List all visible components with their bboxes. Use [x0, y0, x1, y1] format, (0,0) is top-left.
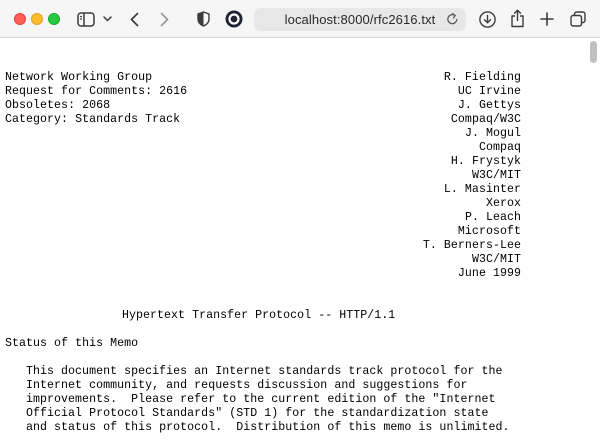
share-button[interactable] [508, 8, 526, 28]
shield-icon [197, 11, 210, 27]
privacy-report-button[interactable] [195, 10, 211, 28]
header-right-line: Microsoft [457, 225, 521, 238]
paragraph-line: and status of this protocol. Distribution of this memo is unlimited. [26, 421, 510, 434]
extension-button[interactable] [224, 9, 244, 29]
header-right-line: W3C/MIT [471, 169, 521, 182]
reload-icon [446, 12, 459, 26]
tab-overview-icon [570, 11, 586, 27]
paragraph-line: Internet community, and requests discussion and suggestions for [26, 379, 468, 392]
url-text: localhost:8000/rfc2616.txt [284, 12, 436, 27]
header-right-line: UC Irvine [457, 85, 521, 98]
chevron-down-icon [103, 16, 112, 22]
browser-toolbar [0, 0, 600, 38]
header-left-line: Obsoletes: 2068 [5, 99, 111, 112]
new-tab-button[interactable] [538, 10, 556, 28]
downloads-button[interactable] [478, 10, 496, 28]
plus-icon [540, 12, 554, 26]
share-icon [510, 9, 525, 28]
header-right-line: J. Mogul [464, 127, 521, 140]
header-right-line: W3C/MIT [471, 253, 521, 266]
zoom-window-button[interactable] [48, 13, 60, 25]
header-right-line: P. Leach [464, 211, 521, 224]
close-window-button[interactable] [14, 13, 26, 25]
document-viewport[interactable] [0, 39, 586, 442]
header-right-line: T. Berners-Lee [422, 239, 521, 252]
header-right-line: H. Frystyk [450, 155, 521, 168]
address-bar[interactable] [254, 8, 466, 31]
paragraph-line: This document specifies an Internet standards track protocol for the [26, 365, 503, 378]
header-right-line: June 1999 [457, 267, 521, 280]
header-right-line: Compaq/W3C [450, 113, 521, 126]
header-right-line: Xerox [485, 197, 521, 210]
forward-button[interactable] [156, 10, 172, 28]
download-icon [479, 11, 496, 28]
sidebar-toggle-button[interactable] [76, 10, 96, 28]
paragraph-line: Official Protocol Standards" (STD 1) for the standardization state [26, 407, 489, 420]
scrollbar-thumb[interactable] [590, 41, 597, 63]
header-left-line: Network Working Group [5, 71, 153, 84]
header-right-line: L. Masinter [443, 183, 521, 196]
header-left-line: Category: Standards Track [5, 113, 181, 126]
extension-icon [225, 10, 243, 28]
sidebar-icon [77, 12, 95, 27]
header-right-line: Compaq [478, 141, 521, 154]
minimize-window-button[interactable] [31, 13, 43, 25]
header-right-line: J. Gettys [457, 99, 521, 112]
section-heading: Status of this Memo [5, 337, 139, 350]
reload-button[interactable] [446, 12, 459, 31]
header-right-line: R. Fielding [443, 71, 521, 84]
tab-overview-button[interactable] [568, 10, 588, 28]
header-left-line: Request for Comments: 2616 [5, 85, 188, 98]
sidebar-menu-button[interactable] [101, 13, 113, 25]
vertical-scrollbar[interactable] [586, 39, 600, 442]
document-title: Hypertext Transfer Protocol -- HTTP/1.1 [122, 309, 396, 322]
chevron-left-icon [130, 12, 139, 27]
paragraph-line: improvements. Please refer to the current edition of the "Internet [26, 393, 496, 406]
back-button[interactable] [126, 10, 142, 28]
chevron-right-icon [160, 12, 169, 27]
